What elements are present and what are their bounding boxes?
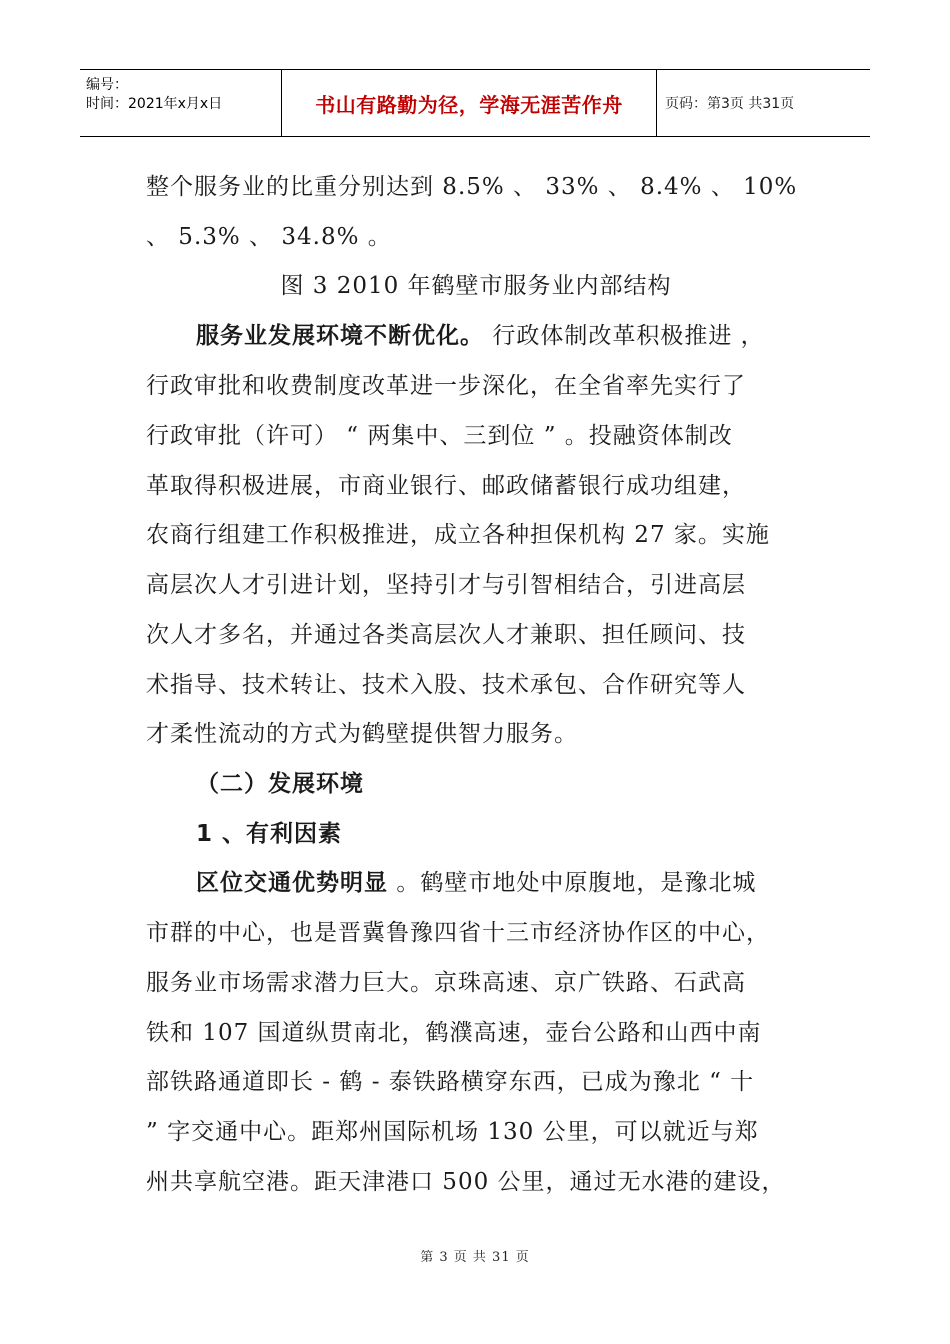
body-line: 部铁路通道即长 - 鹤 - 泰铁路横穿东西，已成为豫北 “ 十	[146, 1069, 755, 1095]
body-line: 市群的中心，也是晋冀鲁豫四省十三市经济协作区的中心，	[146, 920, 770, 946]
body-line: 行政审批（许可） “ 两集中、三到位 ” 。投融资体制改	[146, 423, 733, 449]
body-line: 术指导、技术转让、技术入股、技术承包、合作研究等人	[146, 672, 746, 698]
motto: 书山有路勤为径，学海无涯苦作舟	[315, 92, 623, 117]
time-label: 时间：2021年x月x日	[86, 96, 223, 112]
body-line: 次人才多名，并通过各类高层次人才兼职、担任顾问、技	[146, 622, 746, 648]
header-page-cell	[657, 70, 870, 136]
header-info-cell	[80, 70, 282, 136]
subsection-heading: 1 、有利因素	[196, 821, 343, 847]
paragraph-text: 行政体制改革积极推进 ，	[492, 323, 765, 349]
paragraph-text: 。鹤壁市地处中原腹地，是豫北城	[396, 870, 757, 896]
paragraph-heading: 区位交通优势明显	[196, 870, 388, 896]
paragraph-heading: 服务业发展环境不断优化。	[196, 323, 484, 349]
paragraph-line	[196, 321, 765, 351]
figure-caption: 图 3 2010 年鹤壁市服务业内部结构	[280, 273, 672, 299]
body-line: 行政审批和收费制度改革进一步深化，在全省率先实行了	[146, 373, 746, 399]
body-line: 、 5.3% 、 34.8% 。	[146, 224, 392, 250]
body-line: 革取得积极进展，市商业银行、邮政储蓄银行成功组建，	[146, 473, 746, 499]
header-motto-cell	[282, 70, 657, 136]
page-footer: 第 3 页 共 31 页	[420, 1250, 530, 1265]
body-line: ” 字交通中心。距郑州国际机场 130 公里，可以就近与郑	[146, 1119, 759, 1145]
body-line: 高层次人才引进计划，坚持引才与引智相结合，引进高层	[146, 572, 746, 598]
body-line: 才柔性流动的方式为鹤壁提供智力服务。	[146, 721, 578, 747]
page-info: 页码：第3页 共31页	[665, 96, 795, 112]
section-heading: （二）发展环境	[196, 771, 364, 797]
body-line: 服务业市场需求潜力巨大。京珠高速、京广铁路、石武高	[146, 970, 746, 996]
body-line: 州共享航空港。距天津港口 500 公里，通过无水港的建设，	[146, 1169, 786, 1195]
paragraph-line	[196, 868, 756, 898]
body-line: 整个服务业的比重分别达到 8.5% 、 33% 、 8.4% 、 10%	[146, 174, 798, 200]
body-line: 铁和 107 国道纵贯南北，鹤濮高速，壶台公路和山西中南	[146, 1020, 762, 1046]
body-line: 农商行组建工作积极推进，成立各种担保机构 27 家。实施	[146, 522, 770, 548]
number-label: 编号：	[86, 77, 128, 93]
header-table	[80, 69, 870, 137]
